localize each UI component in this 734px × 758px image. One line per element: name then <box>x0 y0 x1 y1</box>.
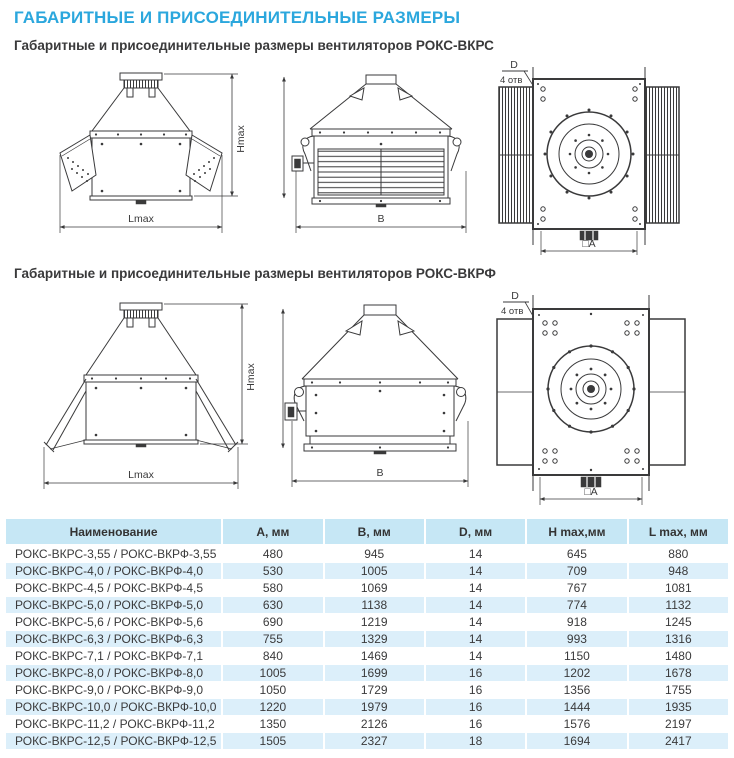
table-header-cell: D, мм <box>425 519 526 545</box>
table-row <box>5 613 729 630</box>
dimension-label-d: D <box>510 59 518 71</box>
fan-body <box>84 375 198 447</box>
row-name-cell: РОКС-ВКРС-4,5 / РОКС-ВКРФ-4,5 <box>5 579 222 596</box>
lifting-bracket-right <box>448 136 461 171</box>
row-name-cell: РОКС-ВКРС-10,0 / РОКС-ВКРФ-10,0 <box>5 698 222 715</box>
vkrs-drawings-row <box>0 55 734 260</box>
vkrs-top-view-drawing <box>483 55 730 260</box>
row-value-cell: 1069 <box>324 579 425 596</box>
row-name-cell: РОКС-ВКРС-7,1 / РОКС-ВКРФ-7,1 <box>5 647 222 664</box>
table-header-cell: A, мм <box>222 519 323 545</box>
row-name-cell: РОКС-ВКРС-4,0 / РОКС-ВКРФ-4,0 <box>5 562 222 579</box>
table-row <box>5 545 729 562</box>
vkrf-top-view-drawing <box>483 283 730 511</box>
row-value-cell: 1356 <box>526 681 627 698</box>
row-value-cell: 1219 <box>324 613 425 630</box>
row-value-cell: 14 <box>425 562 526 579</box>
row-name-cell: РОКС-ВКРС-6,3 / РОКС-ВКРФ-6,3 <box>5 630 222 647</box>
section-heading-vkrs: Габаритные и присоединительные размеры вентиляторов РОКС-ВКРС <box>14 38 494 53</box>
row-value-cell: 14 <box>425 630 526 647</box>
fan-base <box>312 198 450 207</box>
row-value-cell: 1081 <box>628 579 729 596</box>
row-value-cell: 1316 <box>628 630 729 647</box>
vkrf-front-view-drawing <box>6 283 278 511</box>
side-flap-left <box>60 135 96 191</box>
table-header-cell: Наименование <box>5 519 222 545</box>
row-value-cell: 16 <box>425 715 526 732</box>
table-row <box>5 562 729 579</box>
dimension-label-b: B <box>377 213 385 225</box>
switch-box <box>285 403 306 420</box>
row-value-cell: 645 <box>526 545 627 562</box>
dimension-label-square-a: □A <box>582 238 596 250</box>
row-value-cell: 1576 <box>526 715 627 732</box>
row-value-cell: 1505 <box>222 732 323 749</box>
row-name-cell: РОКС-ВКРС-3,55 / РОКС-ВКРФ-3,55 <box>5 545 222 562</box>
row-value-cell: 1050 <box>222 681 323 698</box>
row-value-cell: 1132 <box>628 596 729 613</box>
table-row <box>5 579 729 596</box>
side-louver-band-left <box>499 87 535 223</box>
table-header-cell: B, мм <box>324 519 425 545</box>
row-value-cell: 1350 <box>222 715 323 732</box>
row-value-cell: 709 <box>526 562 627 579</box>
row-value-cell: 1220 <box>222 698 323 715</box>
dimension-lmax <box>44 447 238 489</box>
side-panel-right <box>647 319 685 465</box>
dimensions-table <box>4 519 730 750</box>
row-value-cell: 14 <box>425 579 526 596</box>
row-value-cell: 14 <box>425 613 526 630</box>
vkrf-drawings-row <box>0 283 734 511</box>
lifting-bracket-right <box>454 386 466 421</box>
row-value-cell: 1480 <box>628 647 729 664</box>
row-value-cell: 480 <box>222 545 323 562</box>
row-value-cell: 755 <box>222 630 323 647</box>
table-row <box>5 681 729 698</box>
row-value-cell: 16 <box>425 698 526 715</box>
row-value-cell: 1755 <box>628 681 729 698</box>
row-name-cell: РОКС-ВКРС-11,2 / РОКС-ВКРФ-11,2 <box>5 715 222 732</box>
row-value-cell: 630 <box>222 596 323 613</box>
row-value-cell: 1329 <box>324 630 425 647</box>
row-value-cell: 580 <box>222 579 323 596</box>
row-value-cell: 1138 <box>324 596 425 613</box>
table-row <box>5 698 729 715</box>
row-value-cell: 2126 <box>324 715 425 732</box>
row-value-cell: 945 <box>324 545 425 562</box>
table-row <box>5 664 729 681</box>
vkrs-side-view-drawing <box>278 55 483 255</box>
row-value-cell: 1150 <box>526 647 627 664</box>
page-title: ГАБАРИТНЫЕ И ПРИСОЕДИНИТЕЛЬНЫЕ РАЗМЕРЫ <box>14 8 461 27</box>
row-value-cell: 1678 <box>628 664 729 681</box>
row-value-cell: 1469 <box>324 647 425 664</box>
row-value-cell: 2197 <box>628 715 729 732</box>
dimension-label-hmax: Hmax <box>235 125 247 153</box>
support-leg-left <box>44 379 86 452</box>
table-row <box>5 630 729 647</box>
dimension-label-lmax: Lmax <box>128 213 154 225</box>
row-value-cell: 1935 <box>628 698 729 715</box>
row-value-cell: 840 <box>222 647 323 664</box>
support-leg-right <box>196 379 238 452</box>
row-value-cell: 774 <box>526 596 627 613</box>
row-value-cell: 2417 <box>628 732 729 749</box>
table-header-cell: H max,мм <box>526 519 627 545</box>
row-value-cell: 1979 <box>324 698 425 715</box>
louver-grille <box>318 143 444 195</box>
row-value-cell: 1245 <box>628 613 729 630</box>
table-row <box>5 647 729 664</box>
fan-hood <box>310 75 452 129</box>
table-row <box>5 715 729 732</box>
table-header-cell: L max, мм <box>628 519 729 545</box>
row-value-cell: 1729 <box>324 681 425 698</box>
dimension-label-d: D <box>511 290 519 302</box>
row-value-cell: 1699 <box>324 664 425 681</box>
row-value-cell: 948 <box>628 562 729 579</box>
row-value-cell: 14 <box>425 545 526 562</box>
row-name-cell: РОКС-ВКРС-8,0 / РОКС-ВКРФ-8,0 <box>5 664 222 681</box>
fan-body <box>304 379 456 454</box>
row-value-cell: 16 <box>425 681 526 698</box>
row-value-cell: 14 <box>425 647 526 664</box>
row-value-cell: 1694 <box>526 732 627 749</box>
row-value-cell: 880 <box>628 545 729 562</box>
row-value-cell: 1005 <box>222 664 323 681</box>
row-value-cell: 16 <box>425 664 526 681</box>
row-name-cell: РОКС-ВКРС-12,5 / РОКС-ВКРФ-12,5 <box>5 732 222 749</box>
vkrf-side-view-drawing <box>278 283 483 511</box>
dimension-label-square-a: □A <box>584 486 598 498</box>
side-panel-left <box>497 319 535 465</box>
section-heading-vkrf: Габаритные и присоединительные размеры вентиляторов РОКС-ВКРФ <box>14 266 496 281</box>
fan-hood <box>302 305 458 379</box>
vkrs-front-view-drawing <box>6 55 278 255</box>
side-louver-band-right <box>643 87 679 223</box>
table-row <box>5 596 729 613</box>
row-value-cell: 1005 <box>324 562 425 579</box>
holes-count-label: 4 отв <box>501 306 524 317</box>
row-value-cell: 14 <box>425 596 526 613</box>
dimension-label-b: B <box>376 467 384 479</box>
row-value-cell: 530 <box>222 562 323 579</box>
fan-body <box>90 131 192 204</box>
table-header-row <box>5 519 729 545</box>
row-value-cell: 767 <box>526 579 627 596</box>
table-row <box>5 732 729 749</box>
holes-count-label: 4 отв <box>500 75 523 86</box>
row-value-cell: 1202 <box>526 664 627 681</box>
table-body <box>5 545 729 749</box>
dimension-label-lmax: Lmax <box>128 469 154 481</box>
dimension-label-hmax: Hmax <box>245 363 257 391</box>
row-value-cell: 690 <box>222 613 323 630</box>
fan-hood <box>84 303 198 375</box>
row-value-cell: 18 <box>425 732 526 749</box>
fan-hood <box>90 73 192 131</box>
row-name-cell: РОКС-ВКРС-9,0 / РОКС-ВКРФ-9,0 <box>5 681 222 698</box>
row-name-cell: РОКС-ВКРС-5,6 / РОКС-ВКРФ-5,6 <box>5 613 222 630</box>
row-value-cell: 2327 <box>324 732 425 749</box>
row-name-cell: РОКС-ВКРС-5,0 / РОКС-ВКРФ-5,0 <box>5 596 222 613</box>
side-flap-right <box>186 135 222 191</box>
row-value-cell: 1444 <box>526 698 627 715</box>
row-value-cell: 993 <box>526 630 627 647</box>
row-value-cell: 918 <box>526 613 627 630</box>
